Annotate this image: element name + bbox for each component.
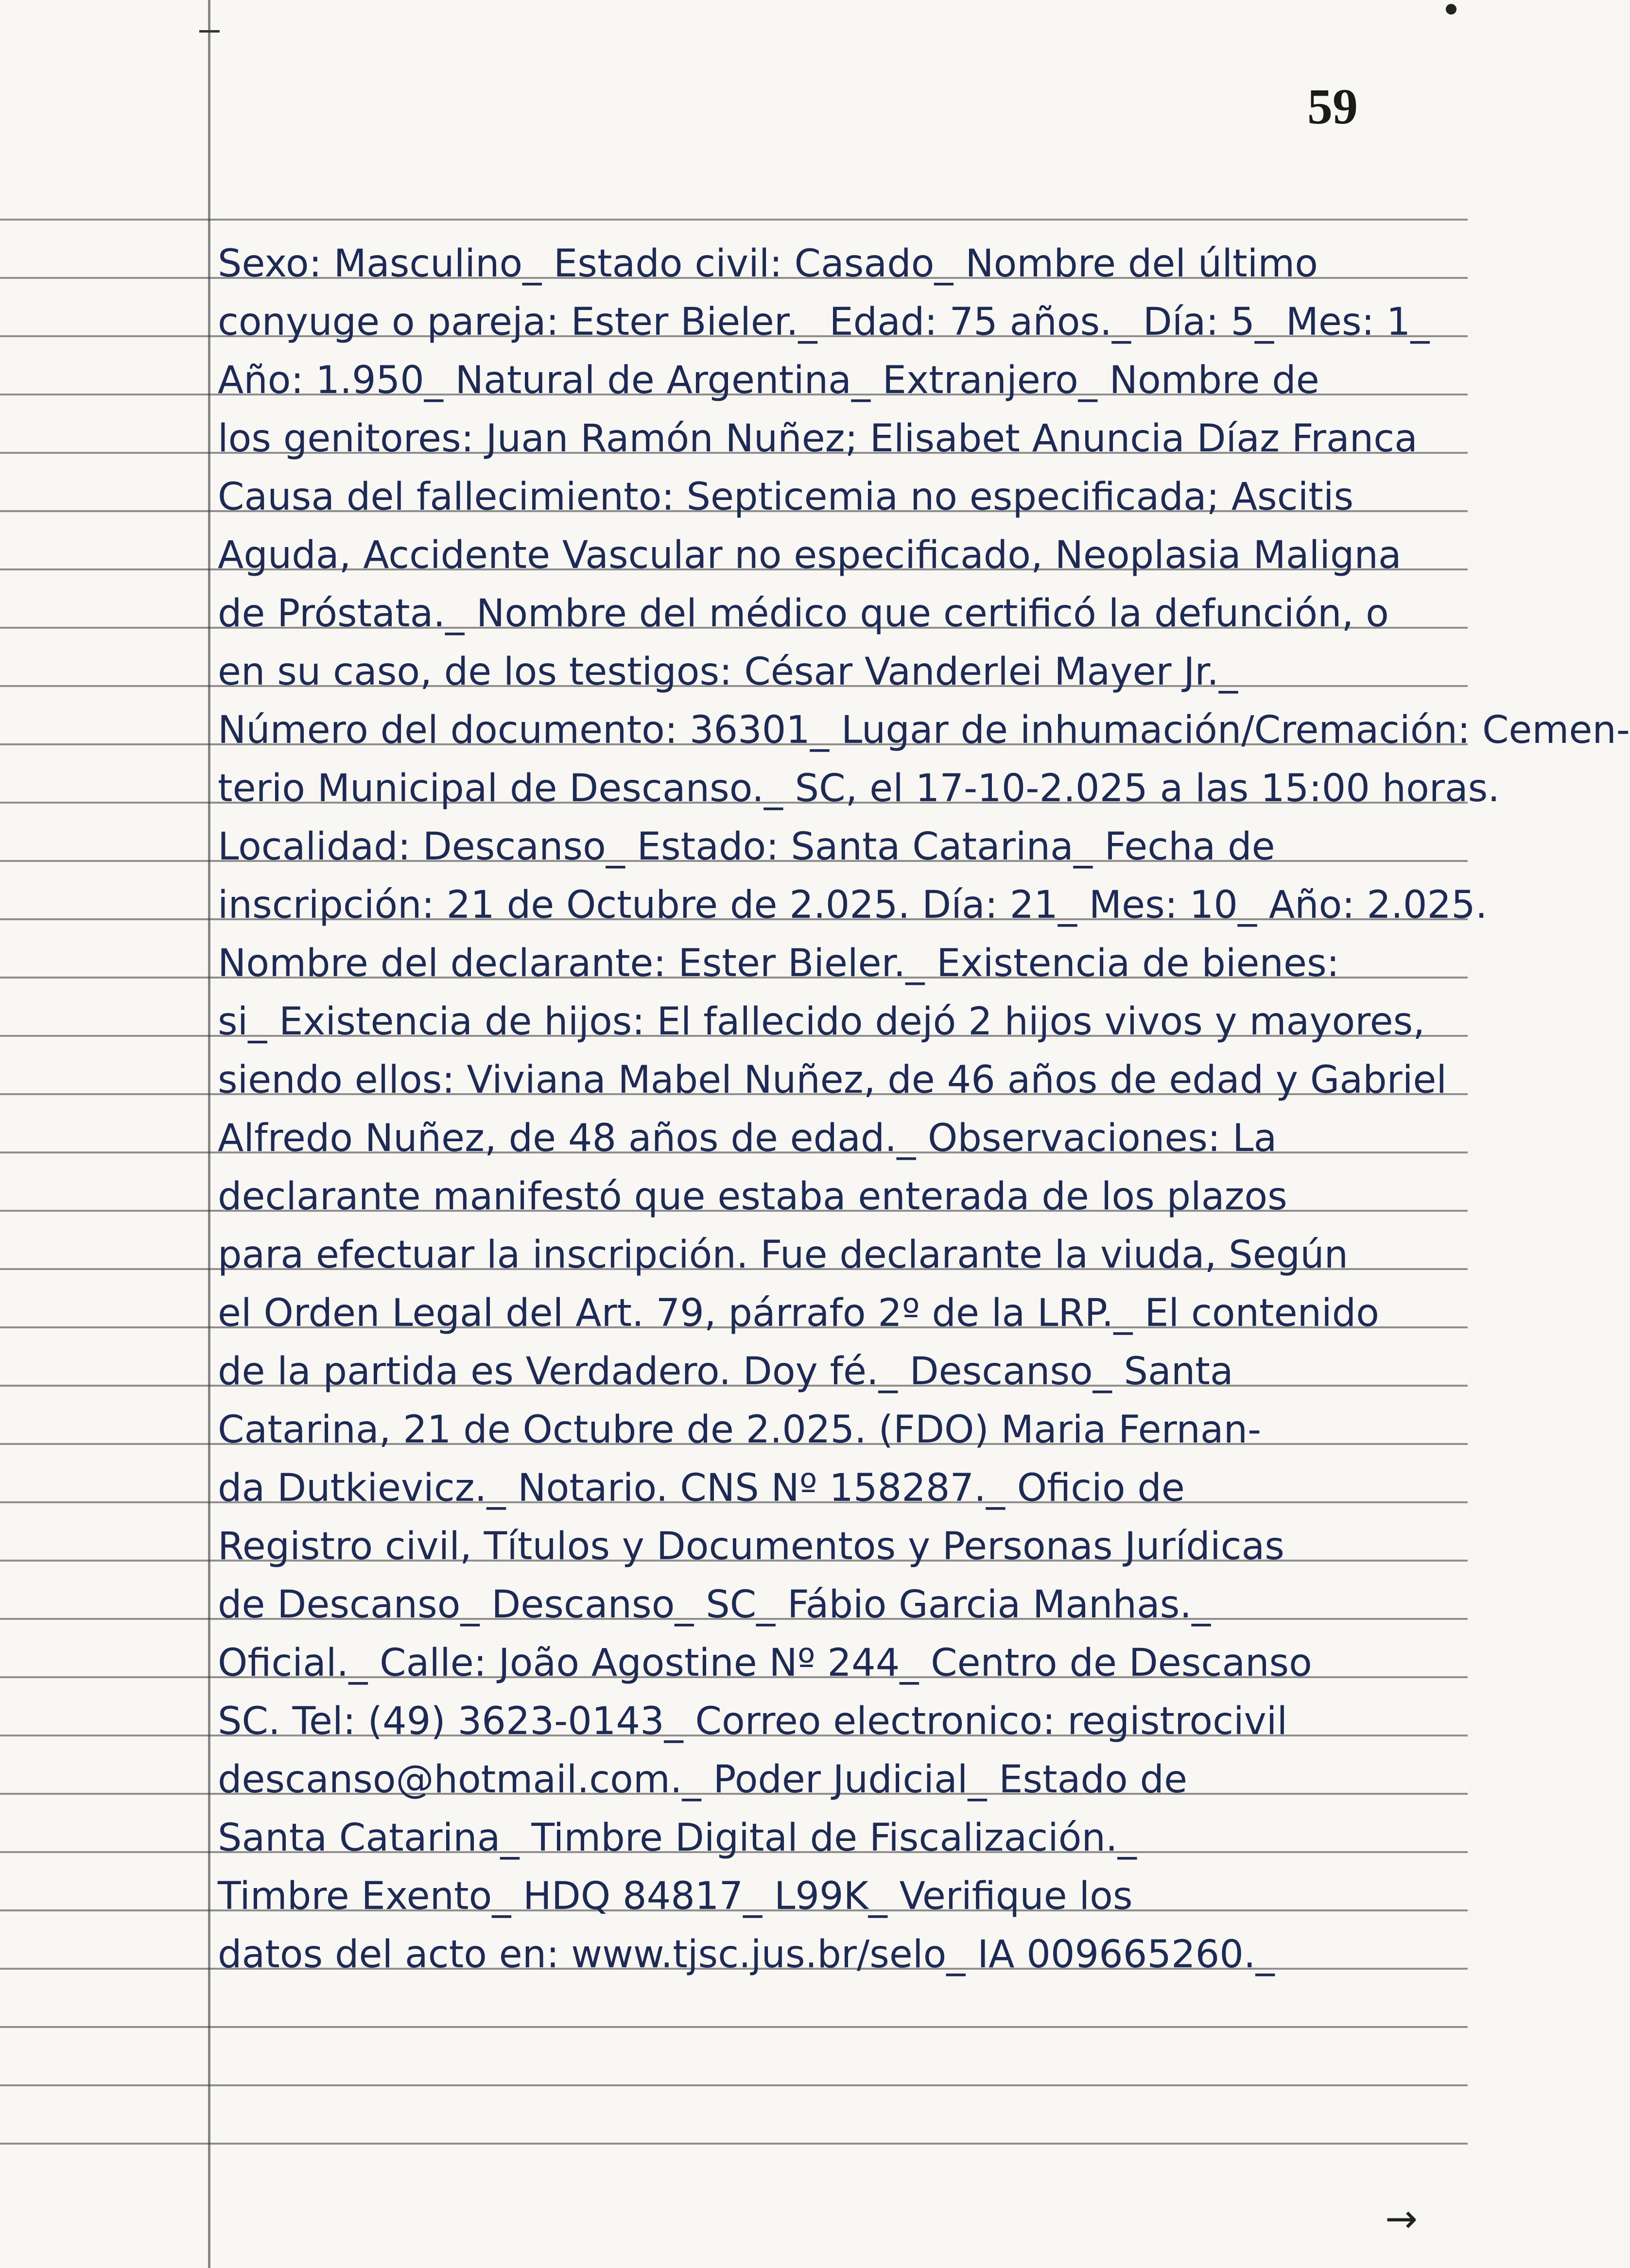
handwritten-line: si_ Existencia de hijos: El fallecido dejó 2 hijos vivos y mayores, [218,1000,1425,1044]
margin-line [208,0,210,2268]
continuation-arrow-icon: → [1385,2196,1418,2241]
handwritten-line: Aguda, Accidente Vascular no especificado, Neoplasia Maligna [218,533,1402,577]
handwritten-line: inscripción: 21 de Octubre de 2.025. Día: 21_ Mes: 10_ Año: 2.025. [218,883,1488,927]
ruled-line [0,219,1468,221]
ruled-line [0,2084,1468,2086]
handwritten-line: Santa Catarina_ Timbre Digital de Fiscalización._ [218,1816,1137,1860]
handwritten-line: de Próstata._ Nombre del médico que certificó la defunción, o [218,592,1389,636]
corner-mark [1446,4,1457,15]
handwritten-line: Alfredo Nuñez, de 48 años de edad._ Observaciones: La [218,1117,1277,1160]
handwritten-line: de Descanso_ Descanso_ SC_ Fábio Garcia Manhas._ [218,1583,1211,1627]
handwritten-line: para efectuar la inscripción. Fue declarante la viuda, Según [218,1233,1349,1277]
handwritten-line: terio Municipal de Descanso._ SC, el 17-10-2.025 a las 15:00 horas. [218,767,1500,810]
handwritten-line: da Dutkievicz._ Notario. CNS Nº 158287._ Oficio de [218,1466,1185,1510]
handwritten-line: Año: 1.950_ Natural de Argentina_ Extranjero_ Nombre de [218,359,1319,402]
handwritten-line: SC. Tel: (49) 3623-0143_ Correo electronico: registrocivil [218,1700,1288,1743]
handwritten-line: Sexo: Masculino_ Estado civil: Casado_ Nombre del último [218,242,1318,286]
handwritten-line: datos del acto en: www.tjsc.jus.br/selo_ IA 009665260._ [218,1933,1275,1976]
handwritten-line: descanso@hotmail.com._ Poder Judicial_ Estado de [218,1758,1188,1802]
handwritten-line: Timbre Exento_ HDQ 84817_ L99K_ Verifique los [218,1874,1133,1918]
handwritten-line: los genitores: Juan Ramón Nuñez; Elisabet Anuncia Díaz Franca [218,417,1418,461]
ruled-line [0,2026,1468,2028]
handwritten-line: en su caso, de los testigos: César Vanderlei Mayer Jr._ [218,650,1238,694]
handwritten-line: Catarina, 21 de Octubre de 2.025. (FDO) Maria Fernan- [218,1408,1262,1452]
handwritten-line: de la partida es Verdadero. Doy fé._ Descanso_ Santa [218,1350,1233,1393]
handwritten-line: Oficial._ Calle: João Agostine Nº 244_ Centro de Descanso [218,1641,1312,1685]
handwritten-line: Número del documento: 36301_ Lugar de inhumación/Cremación: Cemen- [218,708,1630,752]
handwritten-line: Registro civil, Títulos y Documentos y Personas Jurídicas [218,1525,1284,1568]
handwritten-line: Localidad: Descanso_ Estado: Santa Catarina_ Fecha de [218,825,1275,869]
handwritten-line: siendo ellos: Viviana Mabel Nuñez, de 46 años de edad y Gabriel [218,1058,1447,1102]
handwritten-line: el Orden Legal del Art. 79, párrafo 2º de la LRP._ El contenido [218,1291,1379,1335]
handwritten-line: Nombre del declarante: Ester Bieler._ Existencia de bienes: [218,942,1339,985]
ruled-line [0,2143,1468,2145]
handwritten-line: conyuge o pareja: Ester Bieler._ Edad: 75 años._ Día: 5_ Mes: 1_ [218,300,1430,344]
handwritten-line: Causa del fallecimiento: Septicemia no especificada; Ascitis [218,475,1354,519]
page-number: 59 [1307,79,1358,135]
handwritten-line: declarante manifestó que estaba enterada de los plazos [218,1175,1287,1219]
